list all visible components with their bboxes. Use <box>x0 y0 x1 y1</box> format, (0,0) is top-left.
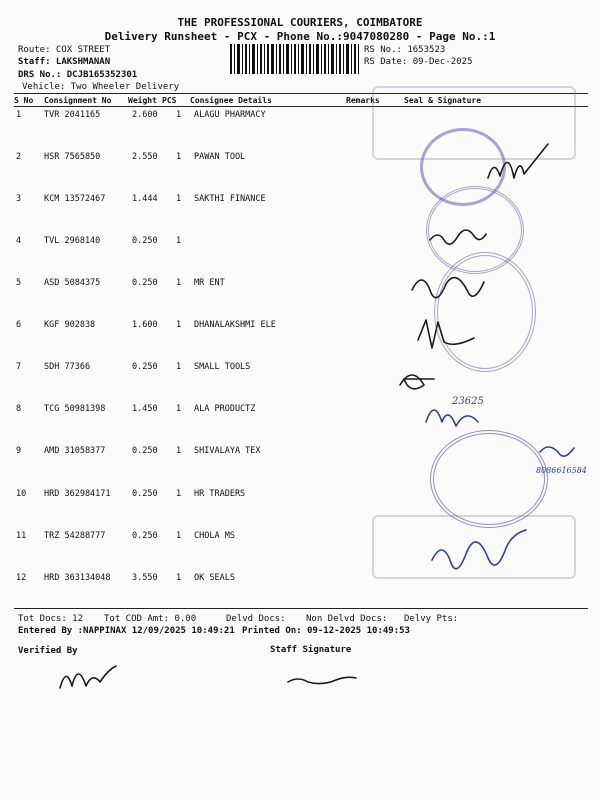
row-12-sno: 12 <box>16 573 27 583</box>
drs-number: DRS No.: DCJB165352301 <box>18 70 138 80</box>
row-8-wt: 1.450 <box>132 404 158 414</box>
row-11-wt: 0.250 <box>132 531 158 541</box>
rs-number: RS No.: 1653523 <box>364 45 446 55</box>
col-pcs: PCS <box>162 96 177 105</box>
row-9-pcs: 1 <box>176 446 182 456</box>
row-1-wt: 2.600 <box>132 110 158 120</box>
row-5-sno: 5 <box>16 278 22 288</box>
row-2-sno: 2 <box>16 152 22 162</box>
row-9-name: SHIVALAYA TEX <box>194 446 261 456</box>
row-8-sno: 8 <box>16 404 22 414</box>
row-6-name: DHANALAKSHMI ELE <box>194 320 276 330</box>
handwritten-phone: 8086616584 <box>536 466 587 475</box>
row-12-cn: HRD 363134048 <box>44 573 111 583</box>
row-3-name: SAKTHI FINANCE <box>194 194 266 204</box>
tot-cod: Tot COD Amt: 0.00 <box>104 614 197 624</box>
row-12-name: OK SEALS <box>194 573 235 583</box>
row-5-pcs: 1 <box>176 278 182 288</box>
row-12-pcs: 1 <box>176 573 182 583</box>
signature <box>432 530 526 569</box>
row-7-cn: SDH 77366 <box>44 362 91 372</box>
col-consignment: Consignment No <box>44 96 112 105</box>
signature <box>488 144 548 178</box>
row-4-pcs: 1 <box>176 236 182 246</box>
route-label: Route: COX STREET <box>18 45 111 55</box>
staff-signature: Staff Signature <box>270 645 352 655</box>
row-10-name: HR TRADERS <box>194 489 246 499</box>
row-3-wt: 1.444 <box>132 194 158 204</box>
row-2-name: PAWAN TOOL <box>194 152 246 162</box>
row-10-cn: HRD 362984171 <box>44 489 111 499</box>
row-3-pcs: 1 <box>176 194 182 204</box>
signature <box>288 677 356 683</box>
col-weight: Weight <box>128 96 157 105</box>
row-9-sno: 9 <box>16 446 22 456</box>
row-5-wt: 0.250 <box>132 278 158 288</box>
row-7-sno: 7 <box>16 362 22 372</box>
vehicle-label: Vehicle: Two Wheeler Delivery <box>22 82 180 92</box>
col-seal: Seal & Signature <box>404 96 482 105</box>
row-4-cn: TVL 2968140 <box>44 236 101 246</box>
row-6-cn: KGF 902838 <box>44 320 96 330</box>
row-2-wt: 2.550 <box>132 152 158 162</box>
col-sno: S No <box>14 96 34 105</box>
row-10-pcs: 1 <box>176 489 182 499</box>
row-11-pcs: 1 <box>176 531 182 541</box>
row-1-name: ALAGU PHARMACY <box>194 110 266 120</box>
row-1-pcs: 1 <box>176 110 182 120</box>
row-11-cn: TRZ 54288777 <box>44 531 106 541</box>
row-10-wt: 0.250 <box>132 489 158 499</box>
row-8-name: ALA PRODUCTZ <box>194 404 256 414</box>
runsheet-title: THE PROFESSIONAL COURIERS, COIMBATORE <box>177 16 423 29</box>
staff-label: Staff: LAKSHMANAN <box>18 57 111 67</box>
row-1-cn: TVR 2041165 <box>44 110 101 120</box>
row-1-sno: 1 <box>16 110 22 120</box>
signature <box>400 375 434 389</box>
row-2-pcs: 1 <box>176 152 182 162</box>
rs-date: RS Date: 09-Dec-2025 <box>364 57 473 67</box>
row-3-sno: 3 <box>16 194 22 204</box>
col-remarks: Remarks <box>346 96 380 105</box>
row-5-name: MR ENT <box>194 278 225 288</box>
row-7-name: SMALL TOOLS <box>194 362 251 372</box>
signature <box>426 410 478 426</box>
entered-by: Entered By :NAPPINAX 12/09/2025 10:49:21 <box>18 626 235 636</box>
row-7-wt: 0.250 <box>132 362 158 372</box>
row-3-cn: KCM 13572467 <box>44 194 106 204</box>
row-12-wt: 3.550 <box>132 573 158 583</box>
delvd-docs: Delvd Docs: <box>226 614 286 624</box>
row-4-sno: 4 <box>16 236 22 246</box>
row-11-name: CHOLA MS <box>194 531 235 541</box>
row-11-sno: 11 <box>16 531 27 541</box>
signature <box>418 320 474 348</box>
row-9-cn: AMD 31058377 <box>44 446 106 456</box>
signature <box>412 278 484 298</box>
verified-by: Verified By <box>18 646 78 656</box>
row-9-wt: 0.250 <box>132 446 158 456</box>
non-delvd-docs: Non Delvd Docs: <box>306 614 388 624</box>
signature <box>540 447 574 456</box>
row-4-wt: 0.250 <box>132 236 158 246</box>
signature <box>60 666 116 688</box>
row-10-sno: 10 <box>16 489 27 499</box>
col-consignee: Consignee Details <box>190 96 272 105</box>
row-6-pcs: 1 <box>176 320 182 330</box>
printed-on: Printed On: 09-12-2025 10:49:53 <box>242 626 410 636</box>
row-5-cn: ASD 5084375 <box>44 278 101 288</box>
row-8-cn: TCG 50981398 <box>44 404 106 414</box>
row-6-wt: 1.600 <box>132 320 158 330</box>
tot-docs: Tot Docs: 12 <box>18 614 84 624</box>
handwritten-note: 23625 <box>452 396 484 407</box>
row-6-sno: 6 <box>16 320 22 330</box>
row-2-cn: HSR 7565850 <box>44 152 101 162</box>
row-8-pcs: 1 <box>176 404 182 414</box>
signature <box>430 230 486 244</box>
row-7-pcs: 1 <box>176 362 182 372</box>
runsheet-subtitle: Delivery Runsheet - PCX - Phone No.:9047080280 - Page No.:1 <box>104 30 496 43</box>
delvy-pts: Delvy Pts: <box>404 614 459 624</box>
